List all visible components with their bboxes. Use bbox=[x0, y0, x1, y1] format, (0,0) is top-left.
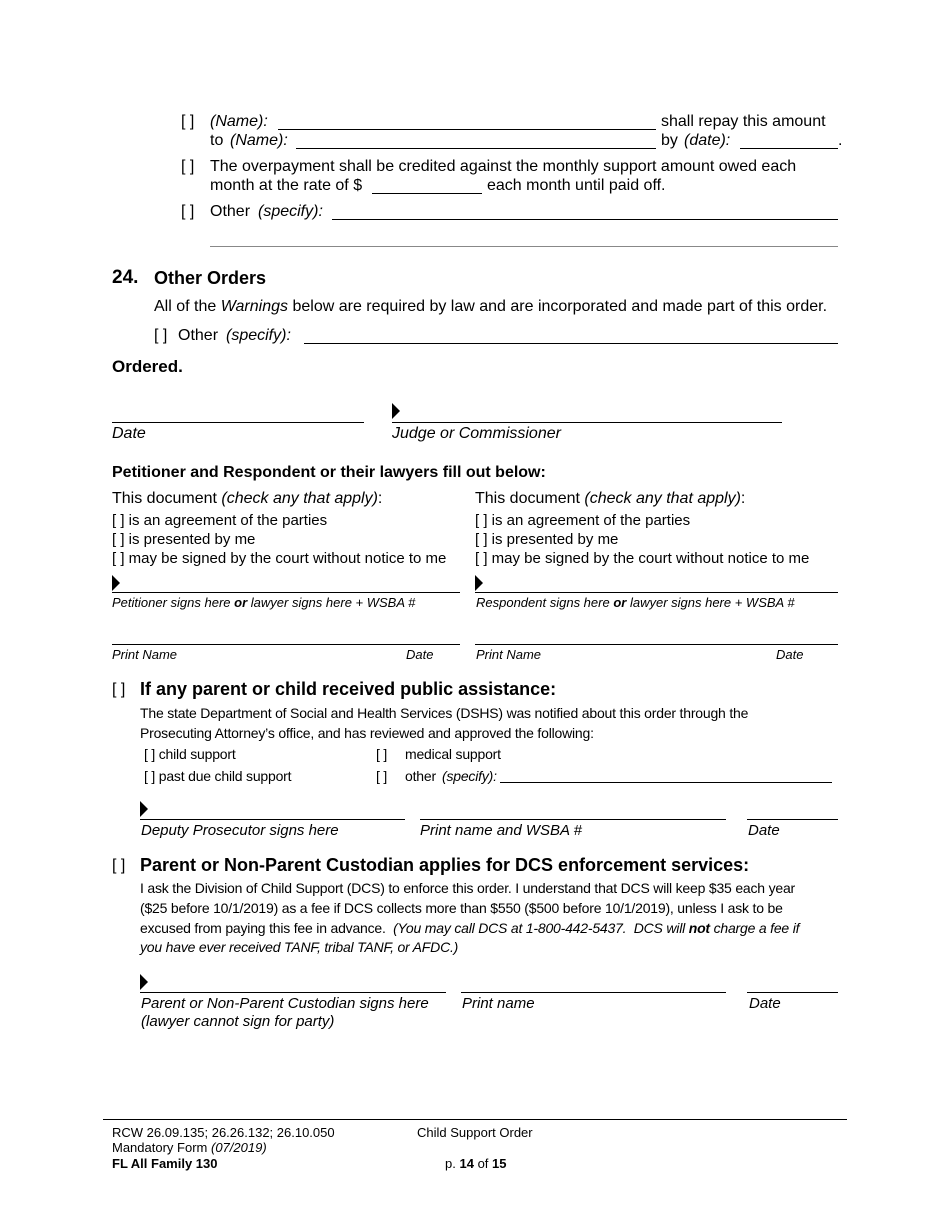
dcs-body-line3-b: (You may call DCS at 1-800-442-5437. DCS will bbox=[393, 920, 689, 936]
dcs-body-line3-d: charge a fee if bbox=[709, 920, 800, 936]
custodian-signature-label: Parent or Non-Parent Custodian signs here bbox=[141, 995, 429, 1012]
petitioner-sign-b: lawyer signs here + WSBA # bbox=[250, 595, 416, 610]
respondent-option-no-notice[interactable]: [ ] may be signed by the court without notice to me bbox=[475, 550, 810, 567]
assistance-option-medical-checkbox[interactable]: [ ] bbox=[376, 746, 388, 762]
other-specify-field-2[interactable] bbox=[210, 246, 838, 247]
custodian-date-field[interactable] bbox=[747, 992, 838, 993]
footer-doc-title: Child Support Order bbox=[417, 1125, 533, 1140]
section-24-other-label: Other bbox=[178, 327, 219, 344]
respondent-print-name-label: Print Name bbox=[476, 647, 542, 662]
respondent-option-presented[interactable]: [ ] is presented by me bbox=[475, 531, 619, 548]
respondent-doc-check: (check any that apply) bbox=[584, 490, 741, 507]
assistance-option-other-checkbox[interactable]: [ ] bbox=[376, 768, 388, 784]
deputy-date-label: Date bbox=[748, 822, 780, 839]
petitioner-sign-label bbox=[112, 595, 415, 610]
respondent-sign-label bbox=[476, 595, 795, 610]
respondent-option-agreement[interactable]: [ ] is an agreement of the parties bbox=[475, 512, 691, 529]
deputy-print-name-label: Print name and WSBA # bbox=[420, 822, 583, 839]
repay-to-name-label: (Name): bbox=[230, 132, 288, 149]
footer-rcw: RCW 26.09.135; 26.26.132; 26.10.050 bbox=[112, 1125, 335, 1140]
repay-checkbox[interactable]: [ ] bbox=[181, 113, 195, 130]
dcs-checkbox[interactable]: [ ] bbox=[112, 857, 126, 874]
assistance-other-field[interactable] bbox=[500, 782, 832, 783]
respondent-sign-arrow-icon bbox=[475, 575, 483, 591]
assistance-checkbox[interactable]: [ ] bbox=[112, 681, 126, 698]
deputy-sign-arrow-icon bbox=[140, 801, 148, 817]
deputy-date-field[interactable] bbox=[747, 819, 838, 820]
footer-page-of: of bbox=[477, 1156, 489, 1171]
repay-to-text: to bbox=[210, 132, 224, 149]
dcs-body-line1: I ask the Division of Child Support (DCS) to enforce this order. I understand that DCS will keep $35 each year bbox=[140, 880, 796, 896]
assistance-option-other: other bbox=[405, 768, 436, 784]
respondent-date-label: Date bbox=[776, 647, 804, 662]
custodian-print-name-label: Print name bbox=[462, 995, 535, 1012]
overpayment-rate-field[interactable] bbox=[372, 193, 482, 194]
footer-form-id: FL All Family 130 bbox=[112, 1156, 218, 1171]
section-24-other-field[interactable] bbox=[304, 343, 838, 344]
dcs-body-line3 bbox=[140, 920, 799, 936]
custodian-sign-arrow-icon bbox=[140, 974, 148, 990]
petitioner-option-no-notice[interactable]: [ ] may be signed by the court without notice to me bbox=[112, 550, 447, 567]
petitioner-doc-check: (check any that apply) bbox=[221, 490, 378, 507]
warnings-pre: All of the bbox=[154, 298, 217, 315]
overpayment-until-text: each month until paid off. bbox=[487, 177, 666, 194]
footer-page-current: 14 bbox=[459, 1156, 474, 1171]
repay-shall-repay-text: shall repay this amount bbox=[661, 113, 826, 130]
overpayment-rate-text: month at the rate of $ bbox=[210, 177, 363, 194]
judge-label: Judge or Commissioner bbox=[392, 425, 561, 442]
dcs-title: Parent or Non-Parent Custodian applies for DCS enforcement services: bbox=[140, 855, 750, 875]
petitioner-sign-or: or bbox=[234, 595, 248, 610]
petitioner-doc-pre: This document bbox=[112, 490, 217, 507]
dcs-body-line2: ($25 before 10/1/2019) as a fee if DCS collects more than $550 ($500 before 10/1/2019), unless I ask to be bbox=[140, 900, 783, 916]
repay-date-label: (date): bbox=[684, 132, 731, 149]
dcs-body-line4: you have ever received TANF, tribal TANF, or AFDC.) bbox=[140, 939, 459, 955]
respondent-sign-a: Respondent signs here bbox=[476, 595, 610, 610]
petitioner-signature-field[interactable] bbox=[112, 592, 460, 593]
petitioner-print-name-field[interactable] bbox=[112, 644, 460, 645]
section-24-number: 24. bbox=[112, 267, 139, 288]
other-specify-field[interactable] bbox=[332, 219, 838, 220]
repay-date-field[interactable] bbox=[740, 148, 838, 149]
footer-page-total: 15 bbox=[492, 1156, 507, 1171]
assistance-body-line2: Prosecuting Attorney’s office, and has reviewed and approved the following: bbox=[140, 725, 594, 741]
custodian-print-name-field[interactable] bbox=[461, 992, 726, 993]
assistance-option-other-specify: (specify): bbox=[442, 768, 497, 784]
assistance-option-medical: medical support bbox=[405, 746, 501, 762]
warnings-post: below are required by law and are incorporated and made part of this order. bbox=[292, 298, 828, 315]
assistance-body-line1: The state Department of Social and Health Services (DSHS) was notified about this order through the bbox=[140, 705, 749, 721]
assistance-title: If any parent or child received public assistance: bbox=[140, 679, 557, 699]
petitioner-sign-a: Petitioner signs here bbox=[112, 595, 231, 610]
deputy-signature-field[interactable] bbox=[140, 819, 405, 820]
respondent-doc-heading bbox=[475, 490, 745, 508]
footer-page-number bbox=[445, 1156, 507, 1171]
ordered-date-field[interactable] bbox=[112, 422, 364, 423]
repay-name-field[interactable] bbox=[278, 129, 656, 130]
assistance-option-past-due[interactable]: [ ] past due child support bbox=[144, 768, 292, 784]
section-24-other-checkbox[interactable]: [ ] bbox=[154, 327, 168, 344]
dcs-body-line3-not: not bbox=[688, 920, 710, 936]
petitioner-doc-heading bbox=[112, 490, 382, 508]
judge-signature-field[interactable] bbox=[392, 422, 782, 423]
repay-period: . bbox=[838, 132, 843, 149]
parties-heading: Petitioner and Respondent or their lawyers fill out below: bbox=[112, 464, 546, 481]
deputy-signature-label: Deputy Prosecutor signs here bbox=[141, 822, 339, 839]
footer-mandatory-date: (07/2019) bbox=[211, 1140, 267, 1155]
respondent-signature-field[interactable] bbox=[475, 592, 838, 593]
section-24-title: Other Orders bbox=[154, 268, 267, 288]
footer-mandatory bbox=[112, 1140, 267, 1155]
respondent-doc-colon: : bbox=[740, 490, 746, 507]
warnings-word: Warnings bbox=[220, 298, 289, 315]
respondent-print-name-field[interactable] bbox=[475, 644, 838, 645]
other-label: Other bbox=[210, 203, 251, 220]
ordered-date-label: Date bbox=[112, 425, 146, 442]
other-specify-label: (specify): bbox=[258, 203, 323, 220]
custodian-date-label: Date bbox=[749, 995, 781, 1012]
sign-here-arrow-icon bbox=[392, 403, 400, 419]
petitioner-date-label: Date bbox=[406, 647, 434, 662]
custodian-signature-note: (lawyer cannot sign for party) bbox=[141, 1013, 335, 1030]
overpayment-line1: The overpayment shall be credited against the monthly support amount owed each bbox=[210, 158, 797, 175]
custodian-signature-field[interactable] bbox=[140, 992, 446, 993]
footer-mandatory-label: Mandatory Form bbox=[112, 1140, 208, 1155]
respondent-doc-pre: This document bbox=[475, 490, 580, 507]
repay-to-name-field[interactable] bbox=[296, 148, 656, 149]
petitioner-option-presented[interactable]: [ ] is presented by me bbox=[112, 531, 256, 548]
overpayment-checkbox[interactable]: [ ] bbox=[181, 158, 195, 175]
section-24-specify-label: (specify): bbox=[226, 327, 291, 344]
ordered-title: Ordered. bbox=[112, 357, 183, 376]
petitioner-print-name-label: Print Name bbox=[112, 647, 178, 662]
footer-page-pre: p. bbox=[445, 1156, 456, 1171]
assistance-option-child-support[interactable]: [ ] child support bbox=[144, 746, 236, 762]
other-checkbox[interactable]: [ ] bbox=[181, 203, 195, 220]
respondent-sign-or: or bbox=[613, 595, 627, 610]
deputy-print-name-field[interactable] bbox=[420, 819, 726, 820]
petitioner-option-agreement[interactable]: [ ] is an agreement of the parties bbox=[112, 512, 328, 529]
warnings-text bbox=[154, 298, 827, 316]
petitioner-doc-colon: : bbox=[377, 490, 383, 507]
respondent-sign-b: lawyer signs here + WSBA # bbox=[629, 595, 795, 610]
footer-divider bbox=[103, 1119, 847, 1120]
petitioner-sign-arrow-icon bbox=[112, 575, 120, 591]
repay-by-text: by bbox=[661, 132, 678, 149]
dcs-body-line3-a: excused from paying this fee in advance. bbox=[140, 920, 394, 936]
repay-name-label: (Name): bbox=[210, 113, 268, 130]
